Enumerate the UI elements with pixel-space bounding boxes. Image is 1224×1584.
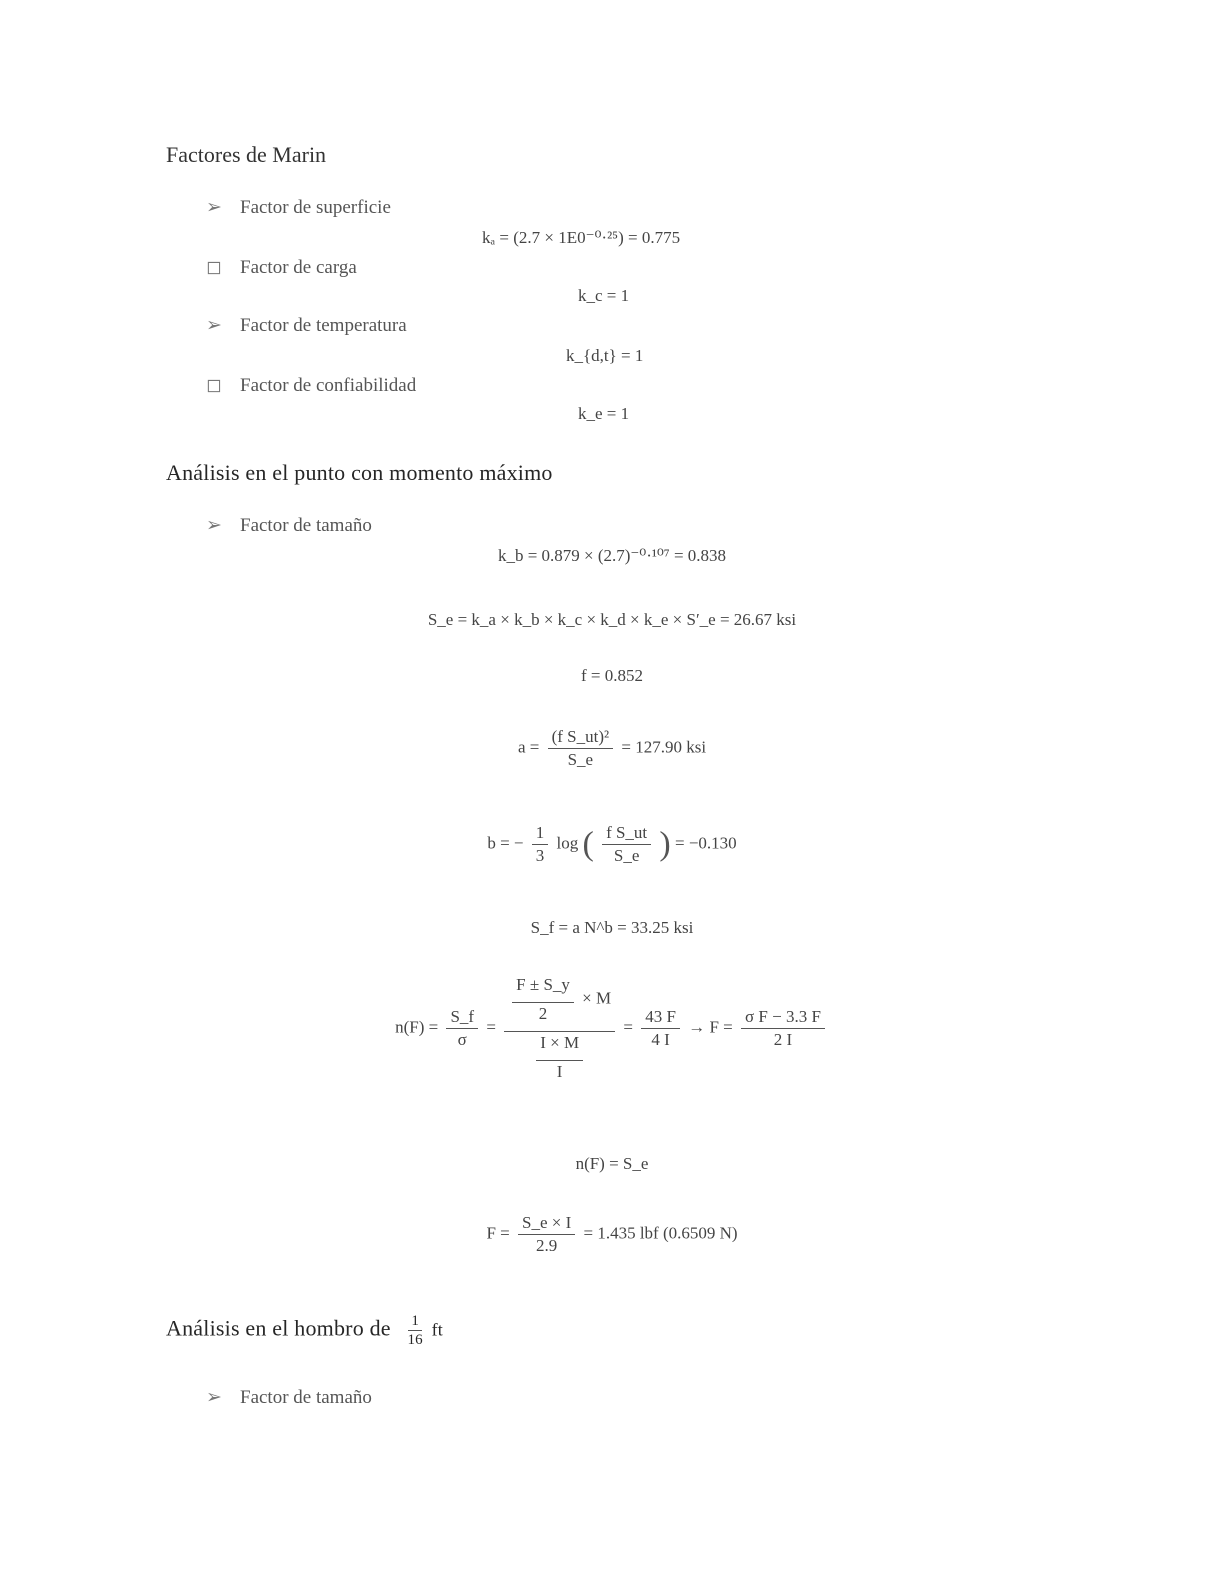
equation-sf: S_f = a N^b = 33.25 ksi	[530, 918, 694, 937]
bullet-tamano-hombro	[206, 1386, 372, 1409]
denominator: 2	[538, 1004, 548, 1024]
numerator: S_e × I	[518, 1212, 575, 1235]
denominator: 3	[535, 846, 545, 866]
denominator	[528, 1032, 591, 1083]
denominator: 2.9	[535, 1236, 558, 1256]
section-heading-hombro	[166, 1312, 443, 1349]
numerator: S_f	[446, 1006, 478, 1029]
equation-kc: k_c = 1	[578, 286, 630, 305]
numerator: f S_ut	[602, 822, 651, 845]
fraction	[741, 1006, 825, 1051]
bullet-label: Factor de tamaño	[240, 1387, 372, 1408]
left-paren: (	[582, 825, 594, 863]
heading-text: Análisis en el hombro de	[166, 1315, 391, 1341]
numerator: I × M	[536, 1032, 583, 1061]
bullet-superficie	[206, 196, 391, 219]
equation-b-lhs: b = −	[487, 833, 524, 853]
equation-F-lhs: F =	[486, 1223, 510, 1243]
bullet-carga	[206, 256, 357, 279]
equation-nf	[0, 974, 1224, 1083]
fraction	[532, 822, 549, 867]
arrow-bullet-icon: ➢	[206, 315, 222, 336]
equation-a-rhs: = 127.90 ksi	[621, 737, 707, 757]
fraction	[641, 1006, 680, 1051]
fraction	[446, 1006, 478, 1051]
bullet-temperatura	[206, 314, 407, 337]
denominator: I	[556, 1062, 563, 1082]
equation-f: f = 0.852	[581, 666, 643, 685]
equation-b	[0, 822, 1224, 867]
implies: → F =	[688, 1017, 733, 1037]
equation-a	[0, 726, 1224, 771]
heading-unit: ft	[431, 1319, 443, 1340]
right-paren: )	[659, 825, 671, 863]
multiplier: × M	[582, 988, 612, 1008]
bullet-label: Factor de carga	[240, 257, 357, 278]
numerator: F ± S_y	[512, 974, 574, 1003]
denominator: 4 I	[651, 1030, 670, 1050]
equation-se: S_e = k_a × k_b × k_c × k_d × k_e × S′_e = 26.67 ksi	[427, 610, 797, 629]
equation-kb: k_b = 0.879 × (2.7)⁻⁰·¹⁰⁷ = 0.838	[497, 546, 727, 565]
numerator	[504, 974, 615, 1032]
equals-sign: =	[486, 1017, 496, 1037]
equation-b-rhs: = −0.130	[674, 833, 737, 853]
equation-ka: kₐ = (2.7 × 1E0⁻⁰·²⁵) = 0.775	[482, 228, 681, 247]
denominator: S_e	[567, 750, 594, 770]
bullet-confiabilidad	[206, 374, 416, 397]
heading-fraction	[404, 1312, 425, 1349]
bullet-label: Factor de temperatura	[240, 315, 407, 336]
section-heading-marin: Factores de Marin	[166, 142, 327, 167]
bullet-tamano	[206, 514, 372, 537]
fraction	[548, 726, 614, 771]
denominator: S_e	[613, 846, 640, 866]
arrow-bullet-icon: ➢	[206, 197, 222, 218]
denominator: σ	[457, 1030, 467, 1050]
square-bullet-icon: ◻	[206, 257, 222, 278]
compound-fraction	[504, 974, 615, 1083]
bullet-label: Factor de superficie	[240, 197, 391, 218]
fraction	[536, 1032, 583, 1083]
bullet-label: Factor de tamaño	[240, 515, 372, 536]
fraction	[518, 1212, 575, 1257]
equation-ke: k_e = 1	[578, 404, 630, 423]
fraction	[512, 974, 574, 1025]
square-bullet-icon: ◻	[206, 375, 222, 396]
bullet-label: Factor de confiabilidad	[240, 375, 417, 396]
section-heading-momento-maximo: Análisis en el punto con momento máximo	[166, 460, 553, 485]
equation-nf-lhs: n(F) =	[395, 1017, 439, 1037]
equation-F	[0, 1212, 1224, 1257]
arrow-bullet-icon: ➢	[206, 1387, 222, 1408]
denominator: 2 I	[773, 1030, 793, 1050]
numerator: 1	[408, 1312, 422, 1331]
fraction	[602, 822, 651, 867]
equation-F-rhs: = 1.435 lbf (0.6509 N)	[583, 1223, 738, 1243]
arrow-bullet-icon: ➢	[206, 515, 222, 536]
numerator: (f S_ut)²	[548, 726, 614, 749]
numerator: 1	[532, 822, 549, 845]
equals-sign: =	[623, 1017, 633, 1037]
numerator: 43 F	[641, 1006, 680, 1029]
equation-n-equals-se: n(F) = S_e	[575, 1154, 649, 1173]
equation-a-lhs: a =	[517, 737, 540, 757]
numerator: σ F − 3.3 F	[741, 1006, 825, 1029]
log-operator: log	[556, 833, 579, 853]
denominator: 16	[407, 1332, 423, 1348]
equation-kd: k_{d,t} = 1	[566, 346, 644, 365]
